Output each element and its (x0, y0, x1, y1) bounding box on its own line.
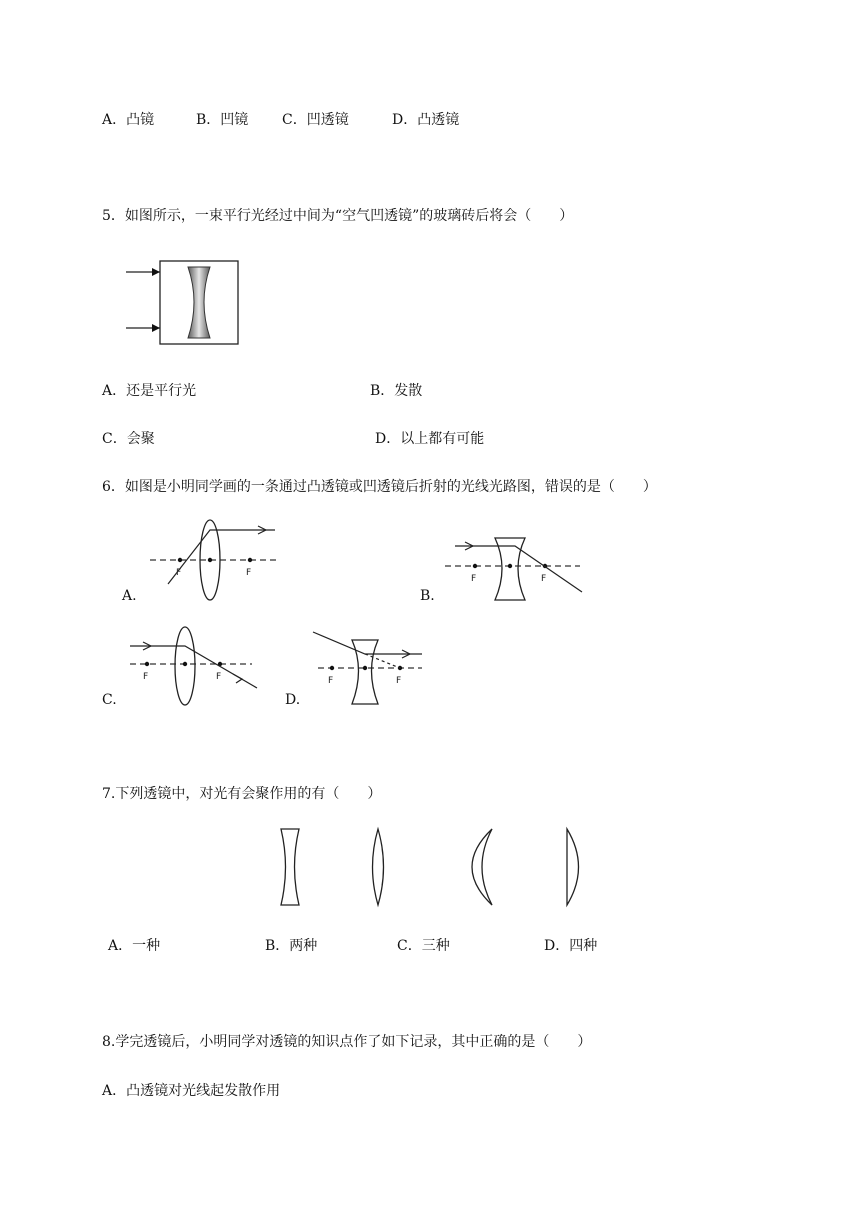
q8-stem: 8.学完透镜后，小明同学对透镜的知识点作了如下记录，其中正确的是（ ） (102, 1034, 592, 1050)
q6-diagram-a (140, 516, 290, 606)
incident-ray-bottom (126, 324, 160, 332)
q6-diagram-b (445, 530, 595, 610)
q5-option-a: A．还是平行光 (102, 383, 197, 399)
concave-lens (495, 538, 525, 600)
q6-label-d: D. (285, 692, 301, 708)
q4-option-b: B．凹镜 (196, 112, 249, 128)
q6-diagram-c (125, 626, 275, 711)
focus-label-right: F (246, 568, 252, 578)
q6-stem: 6．如图是小明同学画的一条通过凸透镜或凹透镜后折射的光线光路图，错误的是（ ） (102, 479, 657, 495)
q6-label-b: B. (420, 588, 435, 604)
q7-lens-biconcave (278, 826, 302, 908)
q5-glass-brick-figure (118, 255, 248, 355)
q7-lens-meniscus (458, 826, 498, 908)
q4-option-a: A．凸镜 (102, 112, 155, 128)
q5-option-d: D．以上都有可能 (375, 431, 485, 447)
focus-label-left: F (471, 574, 477, 584)
focus-label-right: F (541, 574, 547, 584)
q7-lens-biconvex (366, 826, 390, 908)
q4-option-c: C．凹透镜 (282, 112, 349, 128)
q5-option-c: C．会聚 (102, 431, 155, 447)
q6-label-a: A. (122, 588, 137, 604)
q7-stem: 7.下列透镜中，对光有会聚作用的有（ ） (102, 786, 382, 802)
focus-label-left: F (328, 676, 334, 686)
focus-label-left: F (143, 672, 149, 682)
q5-stem: 5．如图所示，一束平行光经过中间为“空气凹透镜”的玻璃砖后将会（ ） (102, 208, 574, 224)
focus-label-left: F (176, 568, 182, 578)
focus-label-right: F (216, 672, 222, 682)
q6-label-c: C. (102, 692, 117, 708)
q7-option-d: D．四种 (544, 938, 598, 954)
q7-lens-plano-convex (562, 826, 588, 908)
q4-option-d: D．凸透镜 (392, 112, 460, 128)
focus-label-right: F (396, 676, 402, 686)
q7-option-a: A．一种 (108, 938, 161, 954)
q5-option-b: B．发散 (370, 383, 423, 399)
incident-ray-top (126, 268, 160, 276)
q6-diagram-d (310, 628, 430, 708)
q7-option-c: C．三种 (397, 938, 450, 954)
q8-option-a: A．凸透镜对光线起发散作用 (102, 1083, 281, 1099)
q7-option-b: B．两种 (265, 938, 318, 954)
